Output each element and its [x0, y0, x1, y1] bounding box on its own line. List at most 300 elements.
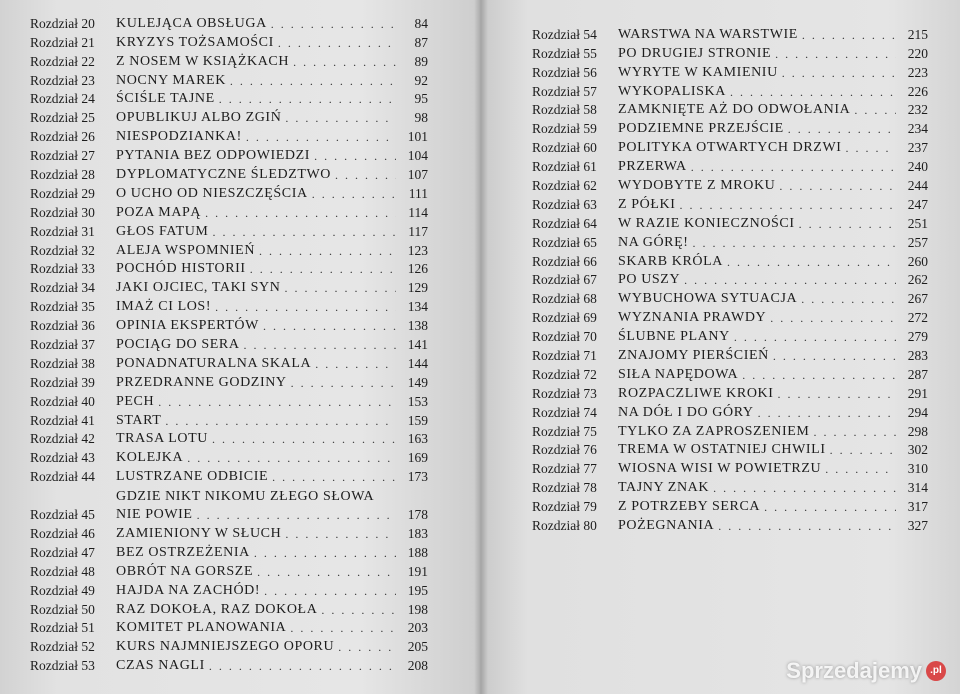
chapter-title [116, 223, 400, 241]
chapter-number: Rozdział 78 [532, 480, 597, 496]
chapter-number: Rozdział 65 [532, 234, 597, 250]
chapter-title [618, 83, 900, 101]
chapter-number: Rozdział 55 [532, 45, 597, 61]
chapter-title-text: ZNAJOMY PIERŚCIEŃ [618, 348, 769, 364]
toc-entry [30, 581, 428, 600]
book-gutter-shadow [474, 0, 488, 694]
chapter-title-text: PRZEDRANNE GODZINY [116, 374, 287, 390]
chapter-title [618, 253, 900, 271]
page-number: 260 [907, 253, 928, 269]
chapter-title-text: LUSTRZANE ODBICIE [116, 469, 269, 485]
dot-leader [293, 53, 396, 71]
dot-leader [212, 223, 396, 241]
toc-entry [532, 82, 928, 101]
chapter-title-text: WYZNANIA PRAWDY [618, 310, 767, 326]
chapter-title-text: PODZIEMNE PRZEJŚCIE [618, 121, 784, 137]
chapter-number: Rozdział 67 [532, 272, 597, 288]
chapter-number: Rozdział 41 [30, 412, 95, 428]
toc-entry [30, 52, 428, 71]
page-number: 262 [907, 272, 928, 288]
page-number: 310 [907, 461, 928, 477]
dot-leader [773, 347, 896, 365]
chapter-number: Rozdział 44 [30, 469, 95, 485]
dot-leader [854, 101, 896, 119]
chapter-number: Rozdział 36 [30, 318, 95, 334]
dot-leader [846, 139, 896, 157]
dot-leader [165, 412, 396, 430]
dot-leader [285, 525, 396, 543]
page-number: 117 [408, 223, 428, 239]
dot-leader [230, 72, 396, 90]
chapter-title-text: POLITYKA OTWARTYCH DRZWI [618, 140, 842, 156]
chapter-title-text: PECH [116, 393, 155, 409]
chapter-number: Rozdział 39 [30, 374, 95, 390]
toc-entry [532, 346, 928, 365]
page-number: 129 [407, 280, 428, 296]
dot-leader [802, 26, 896, 44]
toc-entry [30, 411, 428, 430]
dot-leader [259, 242, 396, 260]
chapter-title [116, 147, 400, 165]
page-number: 159 [407, 412, 428, 428]
chapter-title-text: PO DRUGIEJ STRONIE [618, 45, 772, 61]
chapter-title-text: IMAŻ CI LOS! [116, 299, 212, 315]
page-number: 298 [907, 423, 928, 439]
page-number: 98 [414, 110, 428, 126]
chapter-title [116, 430, 400, 448]
page-number: 287 [907, 366, 928, 382]
page-number: 173 [407, 469, 428, 485]
page-number: 215 [907, 26, 928, 42]
chapter-title [618, 498, 900, 516]
chapter-title-text: OBRÓT NA GORSZE [116, 563, 254, 579]
dot-leader [679, 196, 896, 214]
page-number: 272 [907, 310, 928, 326]
chapter-title-text: WYBUCHOWA SYTUACJA [618, 291, 798, 307]
chapter-number: Rozdział 60 [532, 140, 597, 156]
chapter-number: Rozdział 43 [30, 450, 95, 466]
chapter-number: Rozdział 58 [532, 102, 597, 118]
chapter-title-text-line2: NIE POWIE [116, 507, 193, 523]
chapter-number: Rozdział 54 [532, 26, 597, 42]
toc-entry [30, 203, 428, 222]
toc-entry [532, 422, 928, 441]
toc-entry [30, 562, 428, 581]
page-number: 126 [407, 261, 428, 277]
page-number: 123 [407, 242, 428, 258]
dot-leader [775, 45, 896, 63]
chapter-number: Rozdział 31 [30, 223, 95, 239]
page-number: 283 [907, 348, 928, 364]
toc-entry [30, 90, 428, 109]
page-number: 279 [907, 329, 928, 345]
dot-leader [758, 404, 896, 422]
watermark-text: Sprzedajemy [786, 658, 922, 683]
chapter-number: Rozdział 53 [30, 658, 95, 674]
chapter-title [116, 72, 400, 90]
chapter-title [618, 385, 900, 403]
chapter-number: Rozdział 61 [532, 159, 597, 175]
chapter-title [116, 638, 400, 656]
toc-entry [532, 25, 928, 44]
chapter-number: Rozdział 25 [30, 110, 95, 126]
chapter-title [618, 234, 900, 252]
chapter-title [618, 328, 900, 346]
toc-entry [30, 656, 428, 675]
chapter-number: Rozdział 45 [30, 507, 95, 523]
chapter-title [116, 185, 400, 203]
chapter-title-text: CZAS NAGLI [116, 658, 205, 674]
chapter-title [618, 45, 900, 63]
toc-entry [532, 497, 928, 516]
chapter-title-text: ZAMKNIĘTE AŻ DO ODWOŁANIA [618, 102, 851, 118]
page-number: 111 [408, 185, 428, 201]
chapter-title-text: KOLEJKA [116, 450, 184, 466]
dot-leader [314, 147, 396, 165]
chapter-number: Rozdział 29 [30, 185, 95, 201]
chapter-number: Rozdział 69 [532, 310, 597, 326]
chapter-title [116, 336, 400, 354]
chapter-title [116, 317, 400, 335]
page-number: 205 [407, 639, 428, 655]
dot-leader [830, 441, 896, 459]
page-number: 247 [907, 196, 928, 212]
chapter-title-text: ŚLUBNE PLANY [618, 329, 730, 345]
chapter-number: Rozdział 27 [30, 148, 95, 164]
chapter-title-text: POCHÓD HISTORII [116, 261, 246, 277]
chapter-title [116, 582, 400, 600]
chapter-number: Rozdział 21 [30, 34, 95, 50]
toc-entry [532, 214, 928, 233]
sprzedajemy-watermark [786, 658, 946, 684]
dot-leader [778, 385, 896, 403]
chapter-title [116, 619, 400, 637]
chapter-number: Rozdział 34 [30, 280, 95, 296]
chapter-number: Rozdział 77 [532, 461, 597, 477]
toc-entry [30, 373, 428, 392]
chapter-title-text: POCIĄG DO SERA [116, 337, 240, 353]
dot-leader [264, 582, 396, 600]
chapter-title [116, 298, 400, 316]
chapter-number: Rozdział 37 [30, 337, 95, 353]
right-page [480, 0, 960, 694]
page-number: 294 [907, 404, 928, 420]
chapter-number: Rozdział 52 [30, 639, 95, 655]
dot-leader [801, 290, 896, 308]
page-number: 220 [907, 45, 928, 61]
toc-entry [30, 241, 428, 260]
chapter-title-text: WYRYTE W KAMIENIU [618, 64, 778, 80]
chapter-title [116, 393, 400, 411]
dot-leader [272, 468, 396, 486]
toc-entry [532, 44, 928, 63]
dot-leader [321, 601, 396, 619]
dot-leader [742, 366, 896, 384]
page-number: 257 [907, 234, 928, 250]
dot-leader [718, 517, 896, 535]
dot-leader [215, 298, 396, 316]
chapter-title-text: WYKOPALISKA [618, 83, 726, 99]
toc-entry [30, 600, 428, 619]
chapter-number: Rozdział 63 [532, 196, 597, 212]
dot-leader [782, 64, 896, 82]
toc-entry [532, 441, 928, 460]
dot-leader [734, 328, 896, 346]
chapter-number: Rozdział 80 [532, 518, 597, 534]
chapter-number: Rozdział 56 [532, 64, 597, 80]
chapter-title-text: NIESPODZIANKA! [116, 129, 242, 145]
chapter-title-text: W RAZIE KONIECZNOŚCI [618, 215, 795, 231]
chapter-title-text: PONADNATURALNA SKALA [116, 355, 312, 371]
dot-leader [158, 393, 396, 411]
chapter-title [116, 53, 400, 71]
chapter-number: Rozdział 59 [532, 121, 597, 137]
chapter-title-text: GŁOS FATUM [116, 223, 209, 239]
page-number: 302 [907, 442, 928, 458]
page-number: 114 [408, 204, 428, 220]
page-number: 84 [414, 15, 428, 31]
chapter-number: Rozdział 30 [30, 204, 95, 220]
toc-entry [30, 619, 428, 638]
watermark-pl-badge: .pl [926, 661, 946, 681]
chapter-number: Rozdział 75 [532, 423, 597, 439]
chapter-title [618, 196, 900, 214]
chapter-title [618, 517, 900, 535]
toc-entry [30, 297, 428, 316]
chapter-number: Rozdział 49 [30, 582, 95, 598]
toc-entry [532, 308, 928, 327]
chapter-number: Rozdział 40 [30, 393, 95, 409]
chapter-number: Rozdział 35 [30, 299, 95, 315]
chapter-title-text: KOMITET PLANOWANIA [116, 620, 287, 636]
chapter-title [116, 412, 400, 430]
toc-entry [30, 14, 428, 33]
chapter-title [618, 101, 900, 119]
page-number: 195 [407, 582, 428, 598]
dot-leader [691, 158, 896, 176]
page-number: 183 [407, 525, 428, 541]
toc-entry [30, 316, 428, 335]
dot-leader [187, 449, 396, 467]
dot-leader [250, 260, 396, 278]
chapter-number: Rozdział 50 [30, 601, 95, 617]
chapter-number: Rozdział 70 [532, 329, 597, 345]
toc-entry [532, 101, 928, 120]
chapter-title-text: NA DÓŁ I DO GÓRY [618, 404, 754, 420]
toc-entry [30, 354, 428, 373]
toc-entry [30, 108, 428, 127]
chapter-title-text: OPUBLIKUJ ALBO ZGIŃ [116, 110, 282, 126]
chapter-title-text: Z NOSEM W KSIĄŻKACH [116, 53, 290, 69]
chapter-title-text: Z PÓŁKI [618, 196, 676, 212]
chapter-title-text: POZA MAPĄ [116, 204, 202, 220]
chapter-number: Rozdział 22 [30, 53, 95, 69]
page-number: 234 [907, 121, 928, 137]
chapter-title [116, 468, 400, 486]
page-number: 267 [907, 291, 928, 307]
dot-leader [315, 355, 396, 373]
chapter-number: Rozdział 57 [532, 83, 597, 99]
dot-leader [693, 234, 896, 252]
chapter-title [618, 404, 900, 422]
chapter-title [618, 366, 900, 384]
dot-leader [799, 215, 896, 233]
chapter-title [116, 657, 400, 675]
chapter-title [618, 120, 900, 138]
page-number: 149 [407, 374, 428, 390]
dot-leader [254, 544, 396, 562]
toc-entry [532, 384, 928, 403]
chapter-title [116, 242, 400, 260]
chapter-title-text: ŚCIŚLE TAJNE [116, 91, 215, 107]
toc-entry [30, 486, 428, 524]
chapter-title [116, 204, 400, 222]
dot-leader [335, 166, 396, 184]
toc-entry [532, 365, 928, 384]
toc-entry [30, 222, 428, 241]
chapter-title-text: TYLKO ZA ZAPROSZENIEM [618, 423, 810, 439]
page-number: 141 [407, 337, 428, 353]
chapter-title [116, 34, 400, 52]
page-number: 208 [407, 658, 428, 674]
toc-entry [30, 127, 428, 146]
chapter-number: Rozdział 64 [532, 215, 597, 231]
toc-entry [30, 146, 428, 165]
chapter-number: Rozdział 72 [532, 366, 597, 382]
toc-entry [532, 63, 928, 82]
chapter-title [116, 449, 400, 467]
toc-entry [532, 195, 928, 214]
page-number: 240 [907, 159, 928, 175]
dot-leader [291, 374, 396, 392]
toc-entry [30, 260, 428, 279]
chapter-number: Rozdział 73 [532, 385, 597, 401]
page-number: 107 [407, 167, 428, 183]
page-number: 191 [407, 563, 428, 579]
page-number: 251 [907, 215, 928, 231]
chapter-number: Rozdział 48 [30, 563, 95, 579]
dot-leader [727, 253, 896, 271]
dot-leader [244, 336, 396, 354]
chapter-title-text: BEZ OSTRZEŻENIA [116, 544, 250, 560]
toc-entry [30, 184, 428, 203]
chapter-number: Rozdział 23 [30, 72, 95, 88]
chapter-title-text: NA GÓRĘ! [618, 234, 689, 250]
chapter-number: Rozdział 26 [30, 129, 95, 145]
chapter-title-text: PYTANIA BEZ ODPOWIEDZI [116, 148, 311, 164]
chapter-title [116, 488, 400, 524]
toc-entry [30, 467, 428, 486]
chapter-title-text: DYPLOMATYCZNE ŚLEDZTWO [116, 167, 332, 183]
toc-entry [30, 448, 428, 467]
toc-entry [532, 516, 928, 535]
chapter-title [618, 177, 900, 195]
chapter-number: Rozdział 79 [532, 499, 597, 515]
dot-leader [764, 498, 896, 516]
page-number: 327 [907, 518, 928, 534]
toc-entry [30, 430, 428, 449]
chapter-title [116, 355, 400, 373]
chapter-title-text: JAKI OJCIEC, TAKI SYN [116, 280, 281, 296]
toc-entry [532, 459, 928, 478]
dot-leader [246, 128, 396, 146]
chapter-title [116, 15, 400, 33]
dot-leader [257, 563, 396, 581]
chapter-title [618, 64, 900, 82]
chapter-number: Rozdział 46 [30, 525, 95, 541]
chapter-title-text: ALEJA WSPOMNIEŃ [116, 242, 256, 258]
chapter-title [618, 158, 900, 176]
chapter-title-text: O UCHO OD NIESZCZĘŚCIA [116, 185, 308, 201]
chapter-title [618, 460, 900, 478]
chapter-title-text: PRZERWA [618, 159, 687, 175]
dot-leader [212, 430, 396, 448]
chapter-title-text: WIOSNA WISI W POWIETRZU [618, 461, 822, 477]
page-number: 89 [414, 53, 428, 69]
page-number: 163 [407, 431, 428, 447]
toc-entry [532, 289, 928, 308]
chapter-title [618, 309, 900, 327]
chapter-title-text: ROZPACZLIWE KROKI [618, 385, 774, 401]
dot-leader [730, 83, 896, 101]
toc-entry [532, 271, 928, 290]
toc-entry [30, 33, 428, 52]
page-number: 178 [407, 507, 428, 523]
chapter-number: Rozdział 68 [532, 291, 597, 307]
chapter-title-text: TREMA W OSTATNIEJ CHWILI [618, 442, 826, 458]
chapter-title [116, 563, 400, 581]
chapter-number: Rozdział 66 [532, 253, 597, 269]
chapter-number: Rozdział 74 [532, 404, 597, 420]
chapter-title [618, 26, 900, 44]
chapter-title [618, 441, 900, 459]
toc-entry [30, 637, 428, 656]
page-number: 198 [407, 601, 428, 617]
dot-leader [813, 423, 896, 441]
chapter-title-text: PO USZY [618, 272, 681, 288]
dot-leader [684, 271, 896, 289]
chapter-title-text: KULEJĄCA OBSŁUGA [116, 15, 267, 31]
toc-entry [532, 138, 928, 157]
page-number: 95 [414, 91, 428, 107]
chapter-number: Rozdział 38 [30, 355, 95, 371]
chapter-number: Rozdział 42 [30, 431, 95, 447]
chapter-number: Rozdział 20 [30, 15, 95, 31]
page-number: 153 [407, 393, 428, 409]
chapter-title [116, 109, 400, 127]
chapter-number: Rozdział 76 [532, 442, 597, 458]
toc-entry [532, 403, 928, 422]
page-number: 101 [407, 129, 428, 145]
chapter-title [116, 279, 400, 297]
dot-leader [205, 204, 396, 222]
chapter-title-text: NOCNY MAREK [116, 72, 226, 88]
dot-leader [788, 120, 896, 138]
dot-leader [209, 657, 396, 675]
chapter-title [116, 90, 400, 108]
chapter-number: Rozdział 24 [30, 91, 95, 107]
chapter-number: Rozdział 33 [30, 261, 95, 277]
toc-entry [532, 252, 928, 271]
chapter-title [116, 128, 400, 146]
chapter-title-text: SKARB KRÓLA [618, 253, 724, 269]
toc-entry [30, 71, 428, 90]
dot-leader [278, 34, 396, 52]
dot-leader [770, 309, 896, 327]
chapter-title-text: GDZIE NIKT NIKOMU ZŁEGO SŁOWA [116, 489, 375, 505]
dot-leader [263, 317, 396, 335]
toc-entry [532, 119, 928, 138]
